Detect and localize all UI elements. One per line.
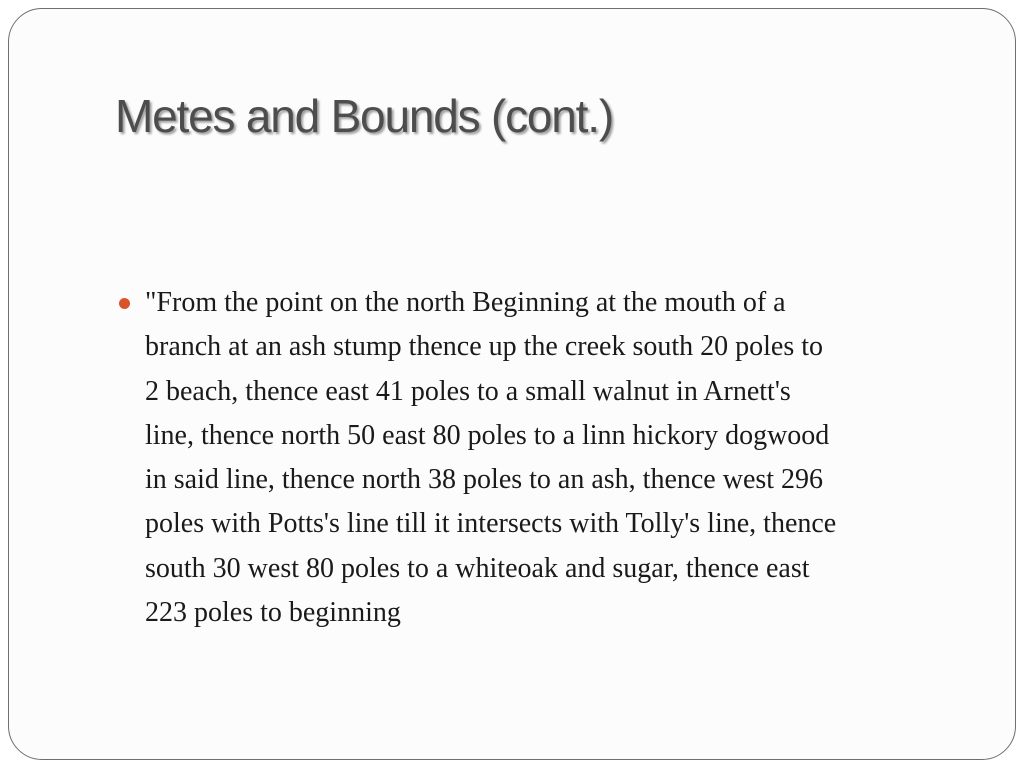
bullet-text-line: branch at an ash stump thence up the creek south 20 poles to: [145, 331, 824, 363]
bullet-list: [115, 281, 970, 635]
slide-title: Metes and Bounds (cont.): [115, 90, 613, 142]
bullet-text-line: "From the point on the north Beginning at the mouth of a: [145, 287, 786, 318]
bullet-dot-icon: [119, 298, 130, 309]
slide: [8, 8, 1016, 760]
bullet-text-line: 223 poles to beginning: [145, 597, 401, 629]
bullet-text-line: line, thence north 50 east 80 poles to a linn hickory dogwood: [145, 419, 830, 451]
bullet-text-line: poles with Potts's line till it intersects with Tolly's line, thence: [145, 508, 837, 540]
bullet-text-line: south 30 west 80 poles to a whiteoak and sugar, thence east: [145, 552, 810, 584]
bullet-text-line: in said line, thence north 38 poles to an ash, thence west 296: [145, 464, 824, 496]
bullet-text-line: 2 beach, thence east 41 poles to a small walnut in Arnett's: [145, 375, 791, 407]
bullet-item: [115, 281, 970, 635]
